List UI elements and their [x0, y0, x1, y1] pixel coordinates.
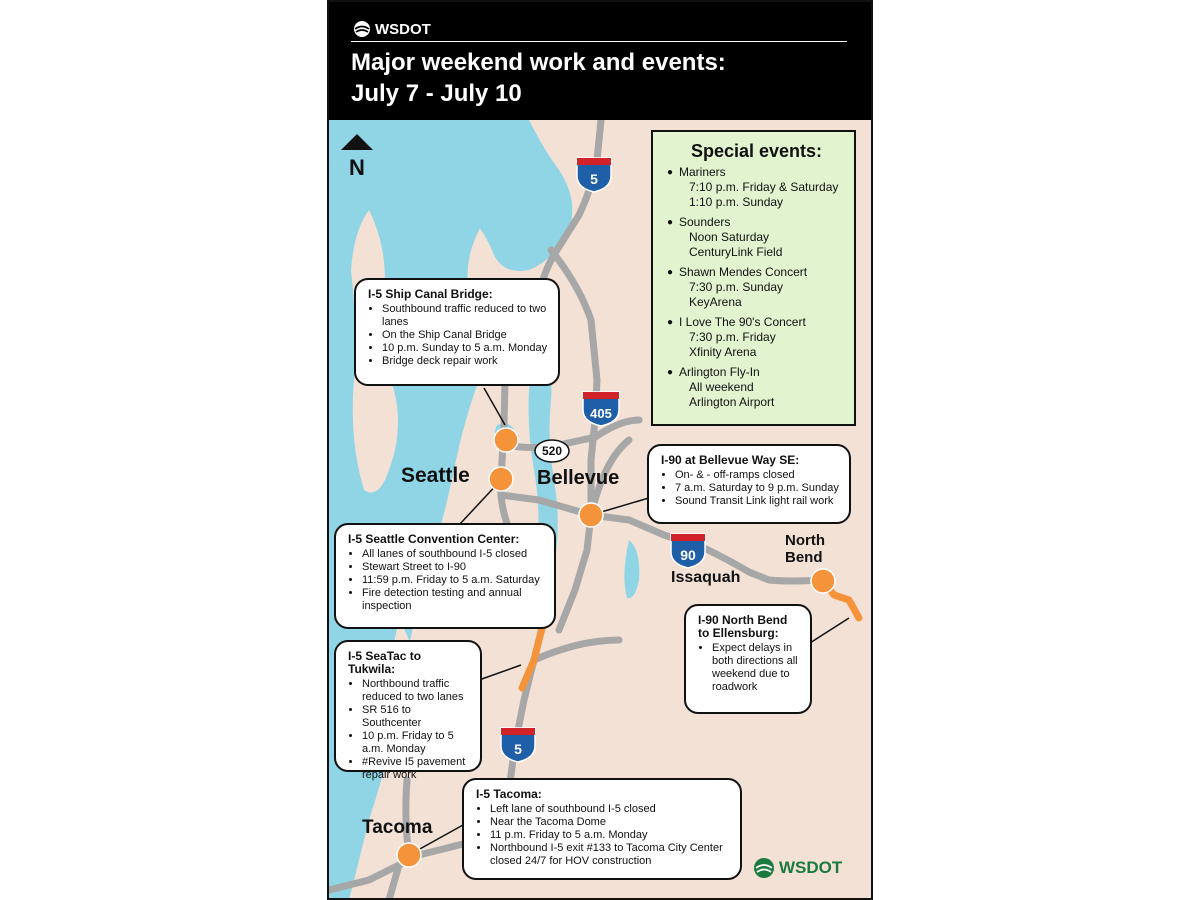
event-item: [667, 215, 846, 260]
event-name: ● I Love The 90's Concert: [679, 315, 806, 329]
footer-logo-text: WSDOT: [779, 858, 843, 877]
callout-item: • Northbound traffic reduced to two lanes: [362, 678, 470, 704]
header-divider: [351, 41, 847, 42]
marker-ship-canal: [494, 428, 518, 452]
callout-item: • All lanes of southbound I-5 closed: [362, 548, 544, 561]
city-label-bellevue: Bellevue: [537, 467, 620, 489]
event-detail: 1:10 p.m. Sunday: [689, 195, 784, 209]
callout-item: • Bridge deck repair work: [382, 355, 548, 368]
shield-i405-label: 405: [590, 406, 612, 421]
special-events-panel: [651, 130, 856, 426]
page-title-line1: Major weekend work and events:: [351, 49, 726, 76]
event-item: [667, 265, 846, 310]
callout-seatac: [334, 640, 482, 781]
header-logo-text: WSDOT: [375, 20, 431, 38]
wsdot-logo-icon: [753, 857, 775, 879]
callout-title: I-5 Tacoma:: [476, 787, 542, 801]
callout-item: • 10 p.m. Friday to 5 a.m. Monday: [362, 730, 470, 756]
callout-title: I-5 Seattle Convention Center:: [348, 532, 520, 546]
callout-item: • Southbound traffic reduced to two lanes: [382, 303, 548, 329]
city-label-tacoma: Tacoma: [362, 817, 433, 838]
callout-item: • 11 p.m. Friday to 5 a.m. Monday: [490, 829, 730, 842]
shield-i5-south-label: 5: [514, 741, 522, 757]
event-name: ● Mariners: [679, 165, 726, 179]
callout-title: I-5 SeaTac to Tukwila:: [348, 649, 422, 676]
wsdot-logo-icon: [353, 20, 371, 38]
callout-ship-canal: [354, 278, 560, 386]
callout-convention-center: [334, 523, 556, 629]
callout-item: • 7 a.m. Saturday to 9 p.m. Sunday: [675, 482, 839, 495]
shield-sr520: [535, 440, 569, 462]
callout-item: • Near the Tacoma Dome: [490, 816, 730, 829]
shield-i5-north: [577, 158, 611, 192]
event-name: ● Sounders: [679, 215, 731, 229]
callout-item: • 10 p.m. Sunday to 5 a.m. Monday: [382, 342, 548, 355]
callout-title: I-90 North Bend to Ellensburg:: [698, 613, 788, 640]
event-detail: 7:10 p.m. Friday & Saturday: [689, 180, 839, 194]
page-title-line2: July 7 - July 10: [351, 80, 522, 107]
city-label-north-bend-line2: Bend: [785, 549, 823, 566]
event-detail: Noon Saturday: [689, 230, 770, 244]
callout-north-bend: [684, 604, 812, 714]
shield-i90-label: 90: [680, 547, 696, 563]
shield-i90: [671, 534, 705, 568]
callout-tacoma: [462, 778, 742, 880]
event-detail: KeyArena: [689, 295, 742, 309]
callout-item: • On the Ship Canal Bridge: [382, 329, 548, 342]
shield-i5-north-label: 5: [590, 171, 598, 187]
shield-sr520-label: 520: [541, 444, 563, 458]
shield-i405: [583, 392, 619, 426]
map-poster: [327, 0, 873, 900]
marker-north-bend: [811, 569, 835, 593]
event-detail: Xfinity Arena: [689, 345, 757, 359]
event-name: ● Shawn Mendes Concert: [679, 265, 808, 279]
marker-tacoma: [397, 843, 421, 867]
event-detail: All weekend: [689, 380, 754, 394]
callout-item: • Expect delays in both directions all weekend due to roadwork: [712, 642, 800, 694]
event-detail: 7:30 p.m. Friday: [689, 330, 776, 344]
callout-item: • Northbound I-5 exit #133 to Tacoma City Center closed 24/7 for HOV construction: [490, 842, 730, 868]
callout-item: • SR 516 to Southcenter: [362, 704, 470, 730]
marker-bellevue-way: [579, 503, 603, 527]
event-item: [667, 315, 846, 360]
footer-logo: [753, 857, 842, 879]
event-detail: 7:30 p.m. Sunday: [689, 280, 784, 294]
callout-title: I-90 at Bellevue Way SE:: [661, 453, 800, 467]
callout-item: • On- & - off-ramps closed: [675, 469, 839, 482]
special-events-title: Special events:: [690, 141, 823, 161]
callout-item: • Sound Transit Link light rail work: [675, 495, 839, 508]
event-item: [667, 165, 846, 210]
north-arrow-label: N: [349, 155, 365, 180]
event-detail: Arlington Airport: [689, 395, 775, 409]
event-detail: CenturyLink Field: [689, 245, 783, 259]
city-label-north-bend-line1: North: [785, 532, 825, 549]
city-label-issaquah: Issaquah: [671, 569, 741, 586]
event-name: ● Arlington Fly-In: [679, 365, 760, 379]
callout-item: • 11:59 p.m. Friday to 5 a.m. Saturday: [362, 574, 544, 587]
shield-i5-south: [501, 728, 535, 762]
callout-bellevue-way: [647, 444, 851, 524]
callout-item: • Left lane of southbound I-5 closed: [490, 803, 730, 816]
event-item: [667, 365, 846, 410]
header-banner: [329, 2, 871, 120]
header-logo: [353, 20, 431, 38]
marker-convention: [489, 467, 513, 491]
callout-item: • Stewart Street to I-90: [362, 561, 544, 574]
callout-title: I-5 Ship Canal Bridge:: [368, 287, 493, 301]
callout-item: • Fire detection testing and annual inspection: [362, 587, 544, 613]
city-label-seattle: Seattle: [401, 464, 470, 487]
callout-item: • #Revive I5 pavement repair work: [362, 756, 470, 782]
